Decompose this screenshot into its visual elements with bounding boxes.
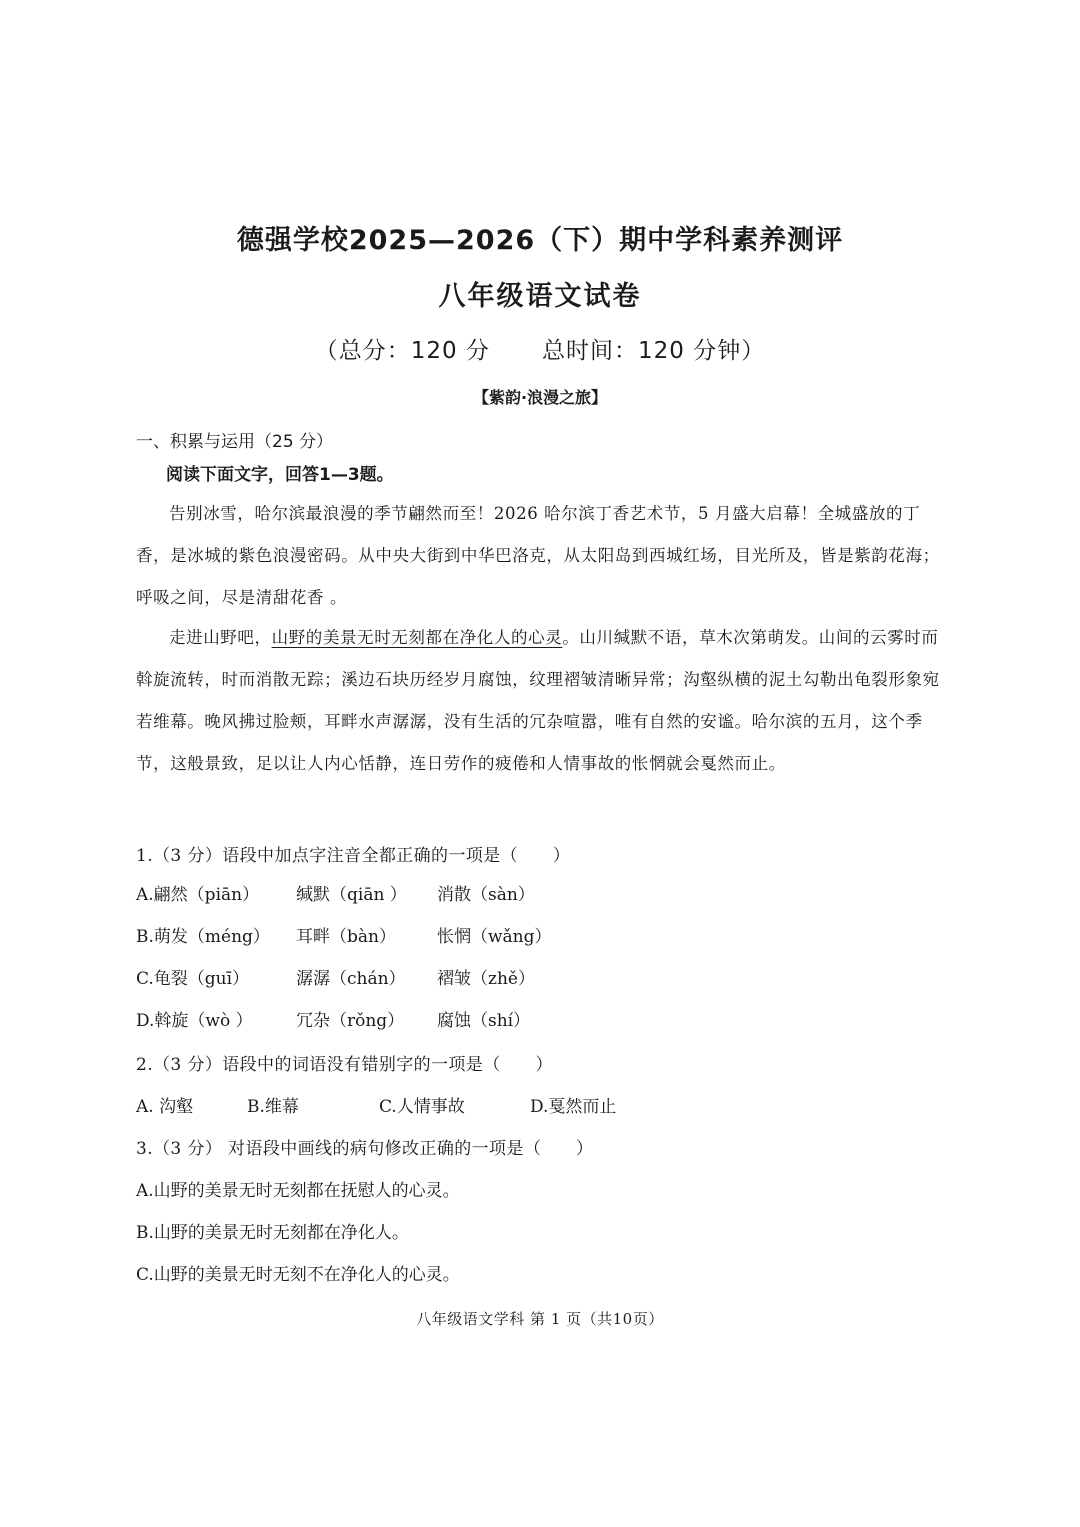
q1-option-a-1: A.翩然（piān） [136, 885, 260, 905]
q1-option-d-3: 腐蚀（shí） [437, 1011, 531, 1031]
q2-option-a: A. 沟壑 [136, 1097, 194, 1117]
q1-option-d-1: D.斡旋（wò ） [136, 1011, 253, 1031]
q1-option-c-1: C.龟裂（guī） [136, 969, 250, 989]
exam-title: 德强学校2025—2026（下）期中学科素养测评 [236, 225, 844, 256]
q1-option-b-2: 耳畔（bàn） [296, 927, 396, 947]
q1-option-c-3: 褶皱（zhě） [437, 969, 535, 989]
q1-option-c-2: 潺潺（chán） [296, 969, 406, 989]
paragraph-2-rest: 。山川缄默不语，草木次第萌发。山间的云雾时而斡旋流转，时而消散无踪；溪边石块历经岁月腐蚀，纹理褶皱清晰异常；沟壑纵横的泥土勾勒出龟裂形象宛若维幕。晚风拂过脸颊，耳畔水声潺潺，没有生活的冗杂喧嚣，唯有自然的安谧。哈尔滨的五月，这个季节，这般景致，足以让人内心恬静，连日劳作的疲倦和人情事故的怅惘就会戛然而止。 [136, 628, 940, 773]
q2-option-b: B.维幕 [247, 1097, 299, 1117]
paragraph-1-text: 告别冰雪，哈尔滨最浪漫的季节翩然而至！2026 哈尔滨丁香艺术节，5 月盛大启幕！全城盛放的丁香，是冰城的紫色浪漫密码。从中央大街到中华巴洛克，从太阳岛到西城红场，目光所及，皆是紫韵花海；呼吸之间，尽是清甜花香 。 [136, 504, 940, 607]
question-3-stem: 3.（3 分） 对语段中画线的病句修改正确的一项是（ ） [136, 1139, 594, 1159]
q1-option-b-1: B.萌发（méng） [136, 927, 270, 947]
score-time-line [0, 332, 1080, 365]
q2-option-d: D.戛然而止 [530, 1097, 617, 1117]
q1-option-b-3: 怅惘（wǎng） [437, 927, 552, 947]
q1-option-a-3: 消散（sàn） [437, 885, 535, 905]
q1-option-a-2: 缄默（qiān ） [296, 885, 407, 905]
theme-heading: 【紫韵·浪漫之旅】 [472, 388, 608, 407]
total-score: （总分：120 分 [314, 338, 490, 364]
exam-subtitle: 八年级语文试卷 [438, 281, 642, 312]
paragraph-2-lead: 走进山野吧， [169, 628, 272, 647]
q1-option-d-2: 冗杂（rǒng） [296, 1011, 405, 1031]
q3-option-b: B.山野的美景无时无刻都在净化人。 [136, 1223, 409, 1243]
question-1-stem: 1.（3 分）语段中加点字注音全都正确的一项是（ ） [136, 846, 571, 866]
total-time: 总时间：120 分钟） [542, 338, 766, 364]
passage-paragraph-1 [136, 493, 951, 619]
q3-option-c: C.山野的美景无时无刻不在净化人的心灵。 [136, 1265, 460, 1285]
passage-paragraph-2 [136, 617, 951, 785]
section-heading: 一、积累与运用（25 分） [136, 432, 334, 452]
reading-instruction: 阅读下面文字，回答1—3题。 [166, 465, 394, 485]
question-2-stem: 2.（3 分）语段中的词语没有错别字的一项是（ ） [136, 1055, 553, 1075]
page-footer: 八年级语文学科 第 1 页（共10页） [416, 1310, 664, 1328]
underlined-sentence: 山野的美景无时无刻都在净化人的心灵 [271, 628, 563, 647]
q3-option-a: A.山野的美景无时无刻都在抚慰人的心灵。 [136, 1181, 460, 1201]
q2-option-c: C.人情事故 [379, 1097, 465, 1117]
